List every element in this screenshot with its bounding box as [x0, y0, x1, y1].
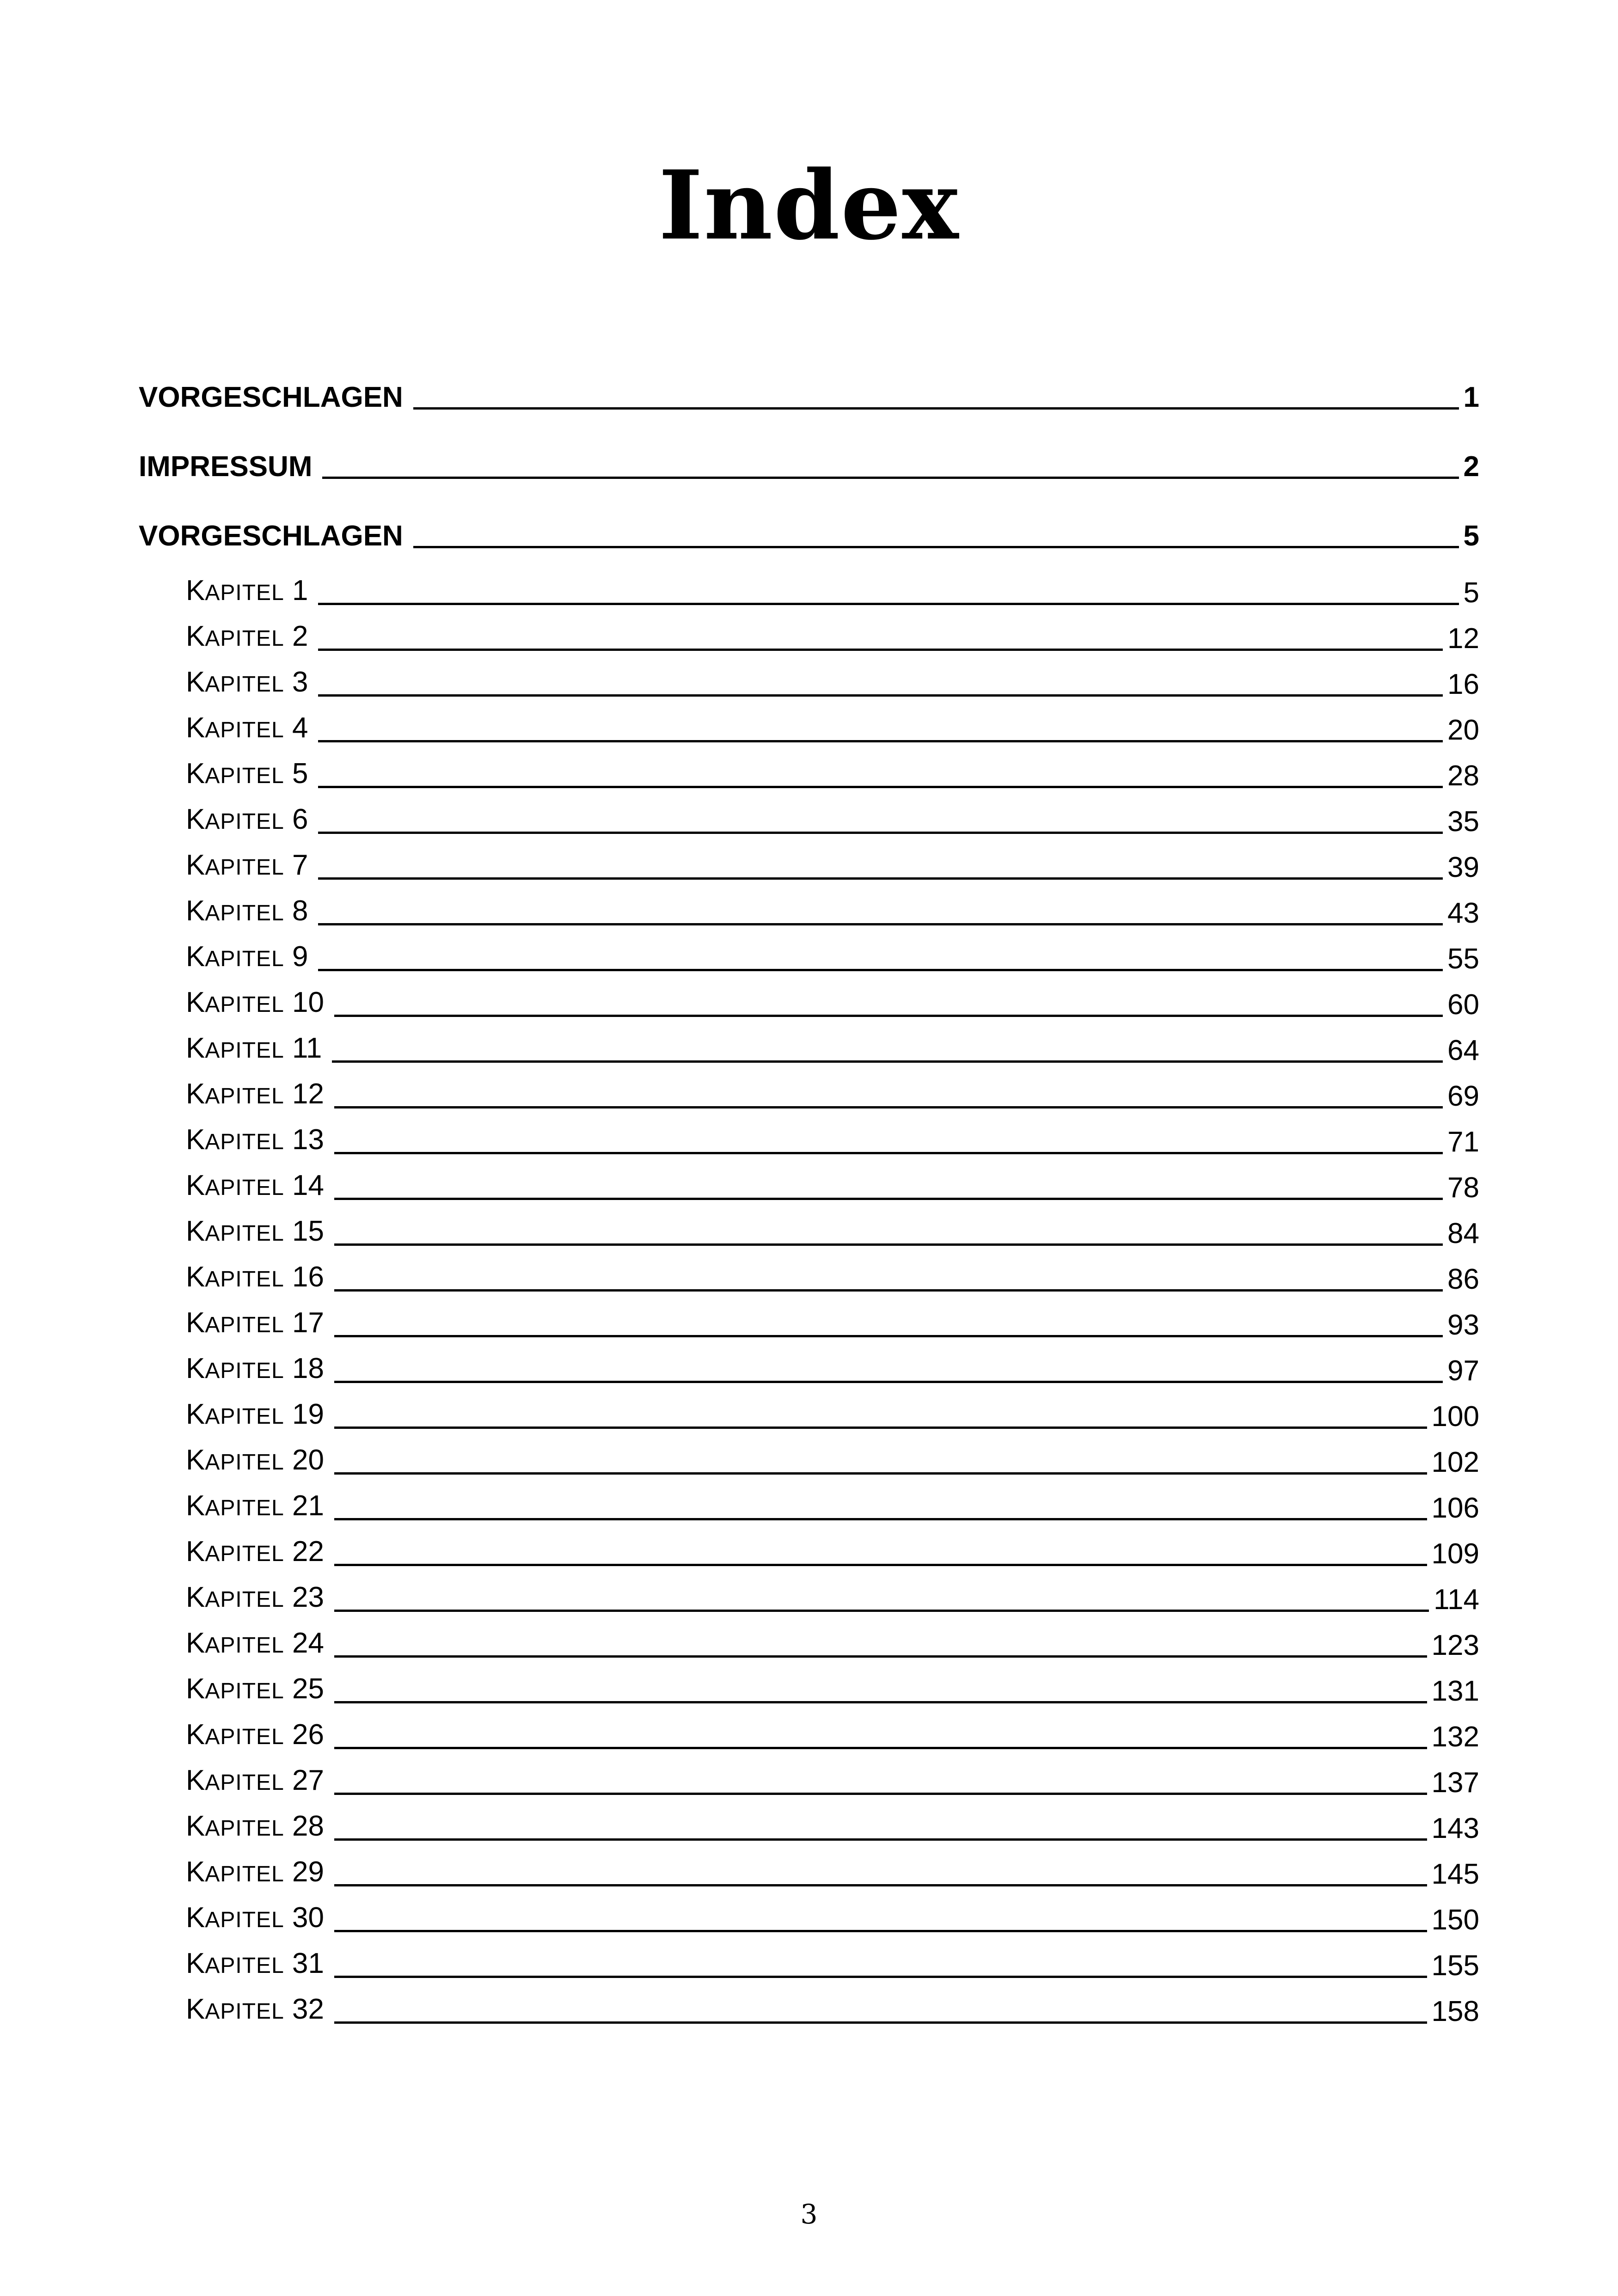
toc-chapter-label	[186, 1121, 324, 1161]
toc-chapter-entry[interactable]	[139, 1756, 1479, 1801]
chapter-prefix-rest: APITEL	[205, 1862, 284, 1886]
toc-leader-line	[334, 1610, 1429, 1612]
toc-chapter-entry[interactable]	[139, 1161, 1479, 1206]
chapter-prefix-rest: APITEL	[205, 626, 284, 651]
toc-chapter-entry[interactable]	[139, 1847, 1479, 1893]
chapter-prefix-initial: K	[186, 1810, 205, 1842]
chapter-number: 14	[292, 1169, 324, 1201]
toc-chapter-page: 69	[1447, 1080, 1479, 1112]
toc-chapter-page: 155	[1431, 1950, 1479, 1982]
toc-chapter-entry[interactable]	[139, 932, 1479, 978]
toc-chapter-page: 145	[1431, 1858, 1479, 1890]
toc-chapter-label	[186, 1167, 324, 1206]
toc-chapter-page: 100	[1431, 1401, 1479, 1433]
chapter-number: 30	[292, 1902, 324, 1934]
toc-chapter-entry[interactable]	[139, 1115, 1479, 1161]
toc-entry-label: VORGESCHLAGEN	[139, 520, 403, 552]
chapter-number: 23	[292, 1581, 324, 1613]
chapter-number: 29	[292, 1856, 324, 1888]
toc-chapter-page: 60	[1447, 989, 1479, 1021]
toc-leader-line	[318, 603, 1459, 605]
chapter-prefix-rest: APITEL	[205, 1450, 284, 1475]
chapter-prefix-initial: K	[186, 1353, 205, 1384]
page-number: 3	[800, 2198, 818, 2230]
chapter-prefix-initial: K	[186, 1444, 205, 1476]
toc-chapter-entry[interactable]	[139, 1023, 1479, 1069]
toc-leader-line	[318, 969, 1443, 971]
chapter-prefix-rest: APITEL	[205, 1587, 284, 1612]
toc-leader-line	[334, 1701, 1427, 1703]
chapter-prefix-initial: K	[186, 758, 205, 790]
toc-entry-label: VORGESCHLAGEN	[139, 381, 403, 413]
chapter-number: 5	[292, 758, 308, 790]
toc-chapter-page: 16	[1447, 668, 1479, 700]
chapter-number: 22	[292, 1536, 324, 1567]
chapter-number: 18	[292, 1353, 324, 1384]
chapter-number: 9	[292, 941, 308, 973]
chapter-prefix-rest: APITEL	[205, 1313, 284, 1337]
toc-chapter-label	[186, 1259, 324, 1298]
toc-leader-line	[413, 407, 1459, 410]
chapter-prefix-initial: K	[186, 849, 205, 881]
toc-chapter-page: 12	[1447, 623, 1479, 655]
chapter-prefix-rest: APITEL	[205, 1084, 284, 1108]
toc-entry-impressum[interactable]	[139, 416, 1479, 485]
toc-chapter-page: 143	[1431, 1812, 1479, 1844]
toc-chapter-label	[186, 1625, 324, 1664]
chapter-list	[139, 566, 1479, 2030]
chapter-prefix-rest: APITEL	[205, 947, 284, 971]
toc-chapter-entry[interactable]	[139, 1390, 1479, 1435]
toc-leader-line	[318, 740, 1443, 742]
toc-leader-line	[334, 1747, 1427, 1749]
chapter-number: 11	[292, 1032, 322, 1064]
toc-chapter-page: 109	[1431, 1538, 1479, 1570]
toc-entry-label: IMPRESSUM	[139, 451, 313, 483]
toc-chapter-label	[186, 664, 308, 703]
chapter-prefix-rest: APITEL	[205, 1176, 284, 1200]
toc-chapter-label	[186, 847, 308, 886]
chapter-number: 16	[292, 1261, 324, 1293]
chapter-number: 32	[292, 1993, 324, 2025]
chapter-number: 24	[292, 1627, 324, 1659]
chapter-prefix-rest: APITEL	[205, 1359, 284, 1383]
chapter-number: 31	[292, 1947, 324, 1979]
toc-chapter-label	[186, 1945, 324, 1984]
chapter-prefix-rest: APITEL	[205, 1130, 284, 1154]
toc-chapter-page: 35	[1447, 806, 1479, 838]
toc-chapter-page: 137	[1431, 1767, 1479, 1799]
toc-chapter-label	[186, 572, 308, 612]
chapter-prefix-rest: APITEL	[205, 1404, 284, 1429]
chapter-prefix-initial: K	[186, 941, 205, 973]
toc-chapter-entry[interactable]	[139, 1710, 1479, 1756]
toc-leader-line	[334, 1289, 1443, 1292]
chapter-prefix-initial: K	[186, 1719, 205, 1751]
toc-chapter-page: 84	[1447, 1218, 1479, 1249]
chapter-prefix-rest: APITEL	[205, 1542, 284, 1566]
toc-leader-line	[318, 786, 1443, 788]
chapter-prefix-rest: APITEL	[205, 901, 284, 925]
chapter-prefix-initial: K	[186, 1124, 205, 1156]
chapter-prefix-rest: APITEL	[205, 581, 284, 605]
chapter-number: 21	[292, 1490, 324, 1522]
toc-chapter-page: 158	[1431, 1996, 1479, 2027]
toc-leader-line	[413, 546, 1459, 548]
toc-chapter-label	[186, 938, 308, 978]
chapter-prefix-rest: APITEL	[205, 1496, 284, 1520]
toc-leader-line	[318, 832, 1443, 834]
toc-chapter-entry[interactable]	[139, 795, 1479, 840]
chapter-number: 26	[292, 1719, 324, 1751]
toc-chapter-entry[interactable]	[139, 612, 1479, 657]
toc-chapter-page: 123	[1431, 1629, 1479, 1661]
chapter-prefix-rest: APITEL	[205, 764, 284, 788]
toc-leader-line	[334, 1838, 1427, 1841]
table-of-contents	[139, 374, 1479, 2030]
chapter-prefix-rest: APITEL	[205, 1770, 284, 1795]
toc-entry-page: 5	[1463, 520, 1479, 552]
toc-leader-line	[318, 649, 1443, 651]
toc-leader-line	[334, 1793, 1427, 1795]
chapter-prefix-initial: K	[186, 1215, 205, 1247]
toc-leader-line	[334, 1655, 1427, 1658]
toc-chapter-label	[186, 1396, 324, 1435]
toc-chapter-entry[interactable]	[139, 1435, 1479, 1481]
chapter-prefix-initial: K	[186, 1947, 205, 1979]
chapter-prefix-initial: K	[186, 1856, 205, 1888]
chapter-prefix-rest: APITEL	[205, 1221, 284, 1246]
toc-chapter-entry[interactable]	[139, 1298, 1479, 1344]
toc-chapter-label	[186, 1533, 324, 1573]
chapter-prefix-initial: K	[186, 1032, 205, 1064]
toc-chapter-label	[186, 1076, 324, 1115]
chapter-prefix-rest: APITEL	[205, 1953, 284, 1978]
chapter-number: 6	[292, 803, 308, 835]
toc-chapter-page: 86	[1447, 1263, 1479, 1295]
toc-chapter-entry[interactable]	[139, 1939, 1479, 1984]
chapter-number: 27	[292, 1764, 324, 1796]
toc-chapter-entry[interactable]	[139, 1618, 1479, 1664]
chapter-number: 20	[292, 1444, 324, 1476]
toc-chapter-label	[186, 893, 308, 932]
toc-chapter-entry[interactable]	[139, 703, 1479, 749]
toc-leader-line	[334, 1564, 1427, 1566]
toc-chapter-label	[186, 1350, 324, 1390]
toc-leader-line	[334, 1198, 1443, 1200]
page-title: Index	[658, 150, 960, 261]
chapter-prefix-rest: APITEL	[205, 718, 284, 742]
chapter-prefix-rest: APITEL	[205, 1816, 284, 1841]
chapter-number: 8	[292, 895, 308, 927]
toc-chapter-entry[interactable]	[139, 1664, 1479, 1710]
toc-chapter-page: 97	[1447, 1355, 1479, 1387]
toc-chapter-entry[interactable]	[139, 978, 1479, 1023]
chapter-prefix-initial: K	[186, 666, 205, 698]
toc-chapter-label	[186, 618, 308, 657]
toc-chapter-entry[interactable]	[139, 1481, 1479, 1527]
chapter-number: 19	[292, 1398, 324, 1430]
toc-leader-line	[322, 477, 1459, 479]
chapter-prefix-initial: K	[186, 986, 205, 1018]
toc-chapter-page: 132	[1431, 1721, 1479, 1753]
toc-entry-page: 2	[1463, 451, 1479, 483]
chapter-prefix-initial: K	[186, 1490, 205, 1522]
toc-chapter-entry[interactable]	[139, 657, 1479, 703]
toc-chapter-label	[186, 1808, 324, 1847]
toc-chapter-page: 131	[1431, 1675, 1479, 1707]
chapter-prefix-rest: APITEL	[205, 1267, 284, 1292]
chapter-prefix-rest: APITEL	[205, 1999, 284, 2024]
chapter-number: 25	[292, 1673, 324, 1705]
chapter-prefix-rest: APITEL	[205, 1725, 284, 1749]
toc-chapter-page: 102	[1431, 1446, 1479, 1478]
chapter-prefix-rest: APITEL	[205, 672, 284, 697]
toc-leader-line	[318, 877, 1443, 880]
toc-chapter-page: 43	[1447, 897, 1479, 929]
chapter-prefix-rest: APITEL	[205, 1679, 284, 1703]
toc-leader-line	[334, 1518, 1427, 1520]
toc-chapter-page: 39	[1447, 851, 1479, 883]
chapter-number: 12	[292, 1078, 324, 1110]
chapter-number: 1	[292, 575, 308, 606]
toc-chapter-label	[186, 1030, 322, 1069]
chapter-number: 28	[292, 1810, 324, 1842]
chapter-prefix-initial: K	[186, 1078, 205, 1110]
chapter-number: 10	[292, 986, 324, 1018]
toc-leader-line	[318, 923, 1443, 925]
chapter-number: 7	[292, 849, 308, 881]
toc-chapter-label	[186, 1671, 324, 1710]
toc-entry-page: 1	[1463, 381, 1479, 413]
chapter-prefix-initial: K	[186, 1581, 205, 1613]
toc-chapter-entry[interactable]	[139, 749, 1479, 795]
toc-leader-line	[334, 2021, 1427, 2024]
toc-chapter-page: 114	[1434, 1584, 1479, 1616]
chapter-number: 2	[292, 620, 308, 652]
toc-leader-line	[334, 1930, 1427, 1932]
toc-chapter-label	[186, 1854, 324, 1893]
toc-chapter-entry[interactable]	[139, 1801, 1479, 1847]
chapter-prefix-rest: APITEL	[205, 855, 284, 880]
chapter-number: 15	[292, 1215, 324, 1247]
chapter-prefix-initial: K	[186, 1536, 205, 1567]
toc-leader-line	[334, 1472, 1427, 1475]
toc-chapter-label	[186, 1762, 324, 1801]
chapter-prefix-initial: K	[186, 1993, 205, 2025]
chapter-prefix-initial: K	[186, 712, 205, 744]
toc-chapter-label	[186, 1899, 324, 1939]
chapter-prefix-initial: K	[186, 1673, 205, 1705]
toc-leader-line	[334, 1381, 1443, 1383]
toc-leader-line	[332, 1060, 1443, 1063]
toc-entry-vorgeschlagen[interactable]	[139, 374, 1479, 416]
toc-leader-line	[334, 1015, 1443, 1017]
toc-chapter-entry[interactable]	[139, 886, 1479, 932]
toc-chapter-page: 28	[1447, 760, 1479, 792]
chapter-prefix-rest: APITEL	[205, 1633, 284, 1658]
chapter-prefix-initial: K	[186, 1169, 205, 1201]
toc-chapter-page: 78	[1447, 1172, 1479, 1204]
toc-leader-line	[334, 1884, 1427, 1886]
toc-chapter-entry[interactable]	[139, 1893, 1479, 1939]
toc-chapter-entry[interactable]	[139, 1252, 1479, 1298]
chapter-number: 13	[292, 1124, 324, 1156]
toc-leader-line	[334, 1152, 1443, 1154]
toc-chapter-label	[186, 710, 308, 749]
chapter-prefix-initial: K	[186, 620, 205, 652]
toc-chapter-label	[186, 801, 308, 840]
toc-chapter-entry[interactable]	[139, 1344, 1479, 1390]
chapter-prefix-initial: K	[186, 1261, 205, 1293]
chapter-prefix-rest: APITEL	[205, 1908, 284, 1932]
chapter-prefix-rest: APITEL	[205, 1038, 284, 1063]
toc-leader-line	[334, 1335, 1443, 1337]
chapter-prefix-initial: K	[186, 1307, 205, 1339]
chapter-prefix-initial: K	[186, 1627, 205, 1659]
toc-chapter-label	[186, 755, 308, 795]
toc-chapter-page: 20	[1447, 714, 1479, 746]
toc-chapter-entry[interactable]	[139, 566, 1479, 612]
chapter-number: 4	[292, 712, 308, 744]
toc-chapter-label	[186, 1442, 324, 1481]
chapter-prefix-initial: K	[186, 575, 205, 606]
toc-leader-line	[334, 1427, 1427, 1429]
toc-chapter-page: 71	[1447, 1126, 1479, 1158]
toc-entry-vorgeschlagen-2[interactable]	[139, 485, 1479, 555]
toc-chapter-entry[interactable]	[139, 1573, 1479, 1618]
chapter-prefix-initial: K	[186, 895, 205, 927]
toc-chapter-label	[186, 1716, 324, 1756]
toc-chapter-label	[186, 984, 324, 1023]
toc-chapter-label	[186, 1213, 324, 1252]
chapter-prefix-initial: K	[186, 1398, 205, 1430]
toc-chapter-label	[186, 1991, 324, 2030]
toc-chapter-page: 106	[1431, 1492, 1479, 1524]
toc-chapter-label	[186, 1304, 324, 1344]
toc-leader-line	[334, 1976, 1427, 1978]
toc-chapter-entry[interactable]	[139, 1527, 1479, 1573]
toc-chapter-entry[interactable]	[139, 1984, 1479, 2030]
chapter-prefix-initial: K	[186, 1764, 205, 1796]
toc-leader-line	[318, 694, 1443, 697]
toc-chapter-entry[interactable]	[139, 1206, 1479, 1252]
toc-chapter-page: 64	[1447, 1035, 1479, 1066]
chapter-prefix-rest: APITEL	[205, 809, 284, 834]
toc-chapter-entry[interactable]	[139, 1069, 1479, 1115]
toc-chapter-page: 93	[1447, 1309, 1479, 1341]
toc-chapter-page: 55	[1447, 943, 1479, 975]
toc-chapter-label	[186, 1579, 324, 1618]
toc-chapter-page: 150	[1431, 1904, 1479, 1936]
chapter-prefix-rest: APITEL	[205, 992, 284, 1017]
toc-leader-line	[334, 1243, 1443, 1246]
toc-chapter-page: 5	[1463, 577, 1479, 609]
chapter-prefix-initial: K	[186, 803, 205, 835]
toc-leader-line	[334, 1106, 1443, 1108]
toc-chapter-label	[186, 1488, 324, 1527]
chapter-number: 3	[292, 666, 308, 698]
chapter-prefix-initial: K	[186, 1902, 205, 1934]
chapter-number: 17	[292, 1307, 324, 1339]
toc-chapter-entry[interactable]	[139, 840, 1479, 886]
